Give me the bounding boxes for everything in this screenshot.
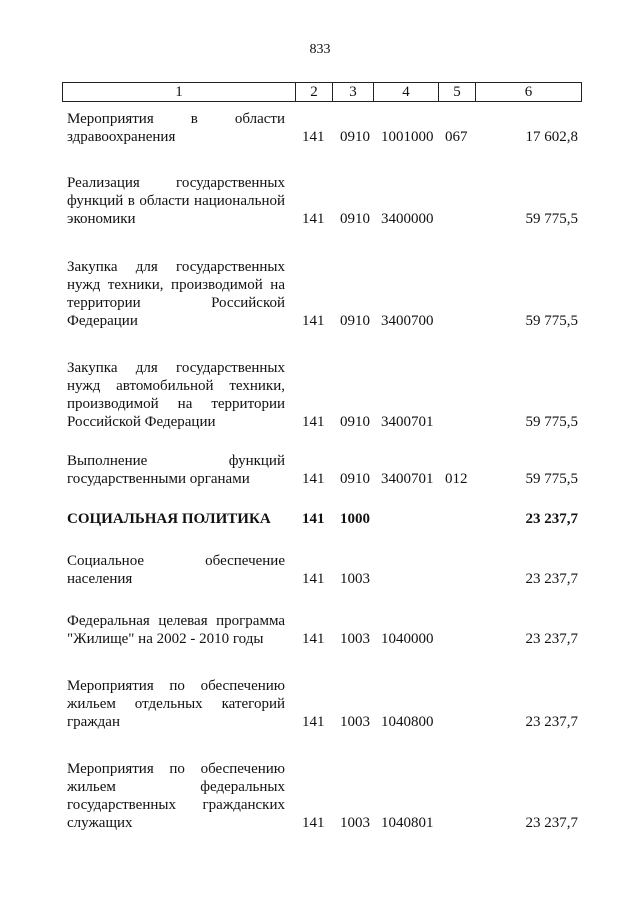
cell-col-2: 141 xyxy=(302,511,325,527)
header-col-1: 1 xyxy=(63,83,296,102)
description-line: "Жилище" на 2002 - 2010 годы xyxy=(67,631,264,647)
description-line: Социальное обеспечение xyxy=(67,553,285,569)
cell-col-6: 59 775,5 xyxy=(525,471,578,487)
row-description xyxy=(67,677,285,731)
cell-col-3: 0910 xyxy=(340,414,370,430)
description-line: территории Российской xyxy=(67,295,285,311)
cell-col-6: 23 237,7 xyxy=(525,631,578,647)
description-line: Выполнение функций xyxy=(67,453,285,469)
cell-col-6: 23 237,7 xyxy=(525,815,578,831)
description-line: граждан xyxy=(67,714,120,730)
cell-col-4: 1040000 xyxy=(381,631,434,647)
cell-col-5: 012 xyxy=(445,471,468,487)
cell-col-3: 1003 xyxy=(340,631,370,647)
description-line: населения xyxy=(67,571,133,587)
cell-col-2: 141 xyxy=(302,414,325,430)
description-line: Федеральная целевая программа xyxy=(67,613,285,629)
description-line: жильем отдельных категорий xyxy=(67,696,285,712)
cell-col-4: 1040800 xyxy=(381,714,434,730)
cell-col-6: 59 775,5 xyxy=(525,414,578,430)
cell-col-4: 3400700 xyxy=(381,313,434,329)
page-number: 833 xyxy=(309,42,331,57)
description-line: государственных гражданских xyxy=(67,797,285,813)
description-line: экономики xyxy=(67,211,136,227)
description-line: Закупка для государственных xyxy=(67,360,285,376)
description-line: СОЦИАЛЬНАЯ ПОЛИТИКА xyxy=(67,511,271,527)
description-line: государственными органами xyxy=(67,471,250,487)
description-line: функций в области национальной xyxy=(67,193,285,209)
header-col-4: 4 xyxy=(374,83,439,102)
header-col-2: 2 xyxy=(296,83,333,102)
row-description xyxy=(67,110,285,146)
cell-col-4: 3400000 xyxy=(381,211,434,227)
cell-col-2: 141 xyxy=(302,211,325,227)
cell-col-4: 1001000 xyxy=(381,129,434,145)
row-description xyxy=(67,612,285,648)
cell-col-6: 59 775,5 xyxy=(525,313,578,329)
description-line: нужд техники, производимой на xyxy=(67,277,285,293)
cell-col-2: 141 xyxy=(302,571,325,587)
cell-col-2: 141 xyxy=(302,471,325,487)
description-line: здравоохранения xyxy=(67,129,176,145)
description-line: Мероприятия в области xyxy=(67,111,285,127)
header-col-5: 5 xyxy=(439,83,476,102)
cell-col-5: 067 xyxy=(445,129,468,145)
cell-col-6: 23 237,7 xyxy=(525,511,578,527)
cell-col-3: 1003 xyxy=(340,571,370,587)
cell-col-3: 0910 xyxy=(340,211,370,227)
cell-col-6: 23 237,7 xyxy=(525,714,578,730)
cell-col-6: 23 237,7 xyxy=(525,571,578,587)
row-description xyxy=(67,760,285,832)
description-line: Федерации xyxy=(67,313,138,329)
row-description xyxy=(67,552,285,588)
cell-col-3: 0910 xyxy=(340,313,370,329)
row-description xyxy=(67,452,285,488)
description-line: Мероприятия по обеспечению xyxy=(67,761,285,777)
cell-col-6: 59 775,5 xyxy=(525,211,578,227)
description-line: Российской Федерации xyxy=(67,414,216,430)
cell-col-4: 1040801 xyxy=(381,815,434,831)
description-line: Мероприятия по обеспечению xyxy=(67,678,285,694)
cell-col-3: 1000 xyxy=(340,511,370,527)
header-col-6: 6 xyxy=(476,83,582,102)
cell-col-2: 141 xyxy=(302,714,325,730)
row-description xyxy=(67,359,285,431)
cell-col-4: 3400701 xyxy=(381,414,434,430)
table-header xyxy=(62,82,582,102)
header-col-3: 3 xyxy=(333,83,374,102)
cell-col-2: 141 xyxy=(302,129,325,145)
cell-col-2: 141 xyxy=(302,313,325,329)
cell-col-3: 0910 xyxy=(340,471,370,487)
cell-col-2: 141 xyxy=(302,815,325,831)
cell-col-3: 1003 xyxy=(340,815,370,831)
cell-col-6: 17 602,8 xyxy=(525,129,578,145)
row-description xyxy=(67,258,285,330)
row-description xyxy=(67,174,285,228)
description-line: нужд автомобильной техники, xyxy=(67,378,285,394)
description-line: Реализация государственных xyxy=(67,175,285,191)
description-line: служащих xyxy=(67,815,133,831)
cell-col-2: 141 xyxy=(302,631,325,647)
description-line: Закупка для государственных xyxy=(67,259,285,275)
description-line: производимой на территории xyxy=(67,396,285,412)
cell-col-3: 1003 xyxy=(340,714,370,730)
cell-col-3: 0910 xyxy=(340,129,370,145)
description-line: жильем федеральных xyxy=(67,779,285,795)
row-description xyxy=(67,510,285,528)
cell-col-4: 3400701 xyxy=(381,471,434,487)
